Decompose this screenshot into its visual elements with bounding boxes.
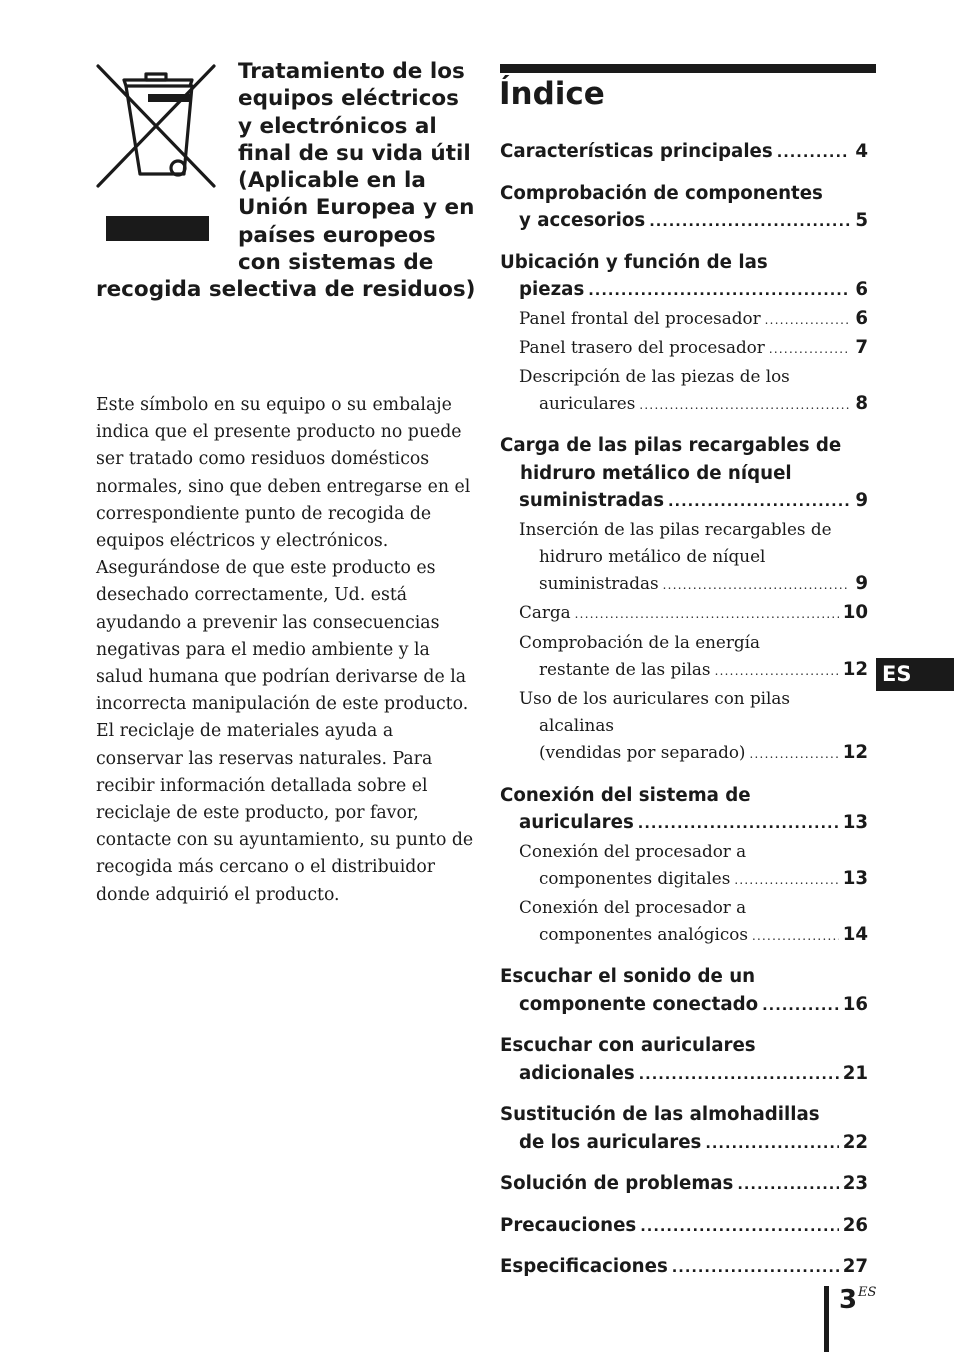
toc-dot-leader bbox=[588, 277, 850, 305]
toc-dot-leader bbox=[668, 488, 850, 516]
toc-entry[interactable] bbox=[500, 1170, 868, 1199]
toc-page-number: 22 bbox=[842, 1131, 868, 1153]
toc-entry[interactable] bbox=[500, 516, 868, 600]
toc-dot-leader bbox=[640, 1213, 838, 1241]
toc-entry-title-line: Inserción de las pilas recargables de bbox=[519, 518, 832, 539]
toc-entry-title-line: Conexión del procesador a bbox=[519, 840, 747, 861]
toc-entry-title-line: alcalinas bbox=[539, 715, 614, 736]
toc-entry[interactable] bbox=[500, 838, 868, 894]
toc-entry-title-line: Ubicación y función de las bbox=[500, 251, 768, 273]
toc-entry-label: Precauciones bbox=[500, 1214, 637, 1236]
toc-entry-label: y accesorios bbox=[519, 210, 646, 231]
toc-dot-leader bbox=[672, 1254, 839, 1282]
toc-dot-leader bbox=[663, 572, 850, 599]
toc-dot-leader bbox=[752, 923, 839, 950]
toc-dot-leader bbox=[777, 139, 850, 167]
toc-entry-title-line: Carga de las pilas recargables de bbox=[500, 435, 842, 457]
toc-entry[interactable] bbox=[500, 599, 868, 628]
toc-entry[interactable] bbox=[500, 1101, 868, 1157]
weee-heading-text: Tratamiento de los equipos eléctricos y electrónicos al final de su vida útil (Aplicable en la Unión Europea y en países europeos con sistemas de recogida selectiva de residuos) bbox=[96, 59, 476, 303]
toc-entry[interactable] bbox=[500, 305, 868, 334]
toc-entry-label: restante de las pilas bbox=[539, 658, 711, 679]
toc-dot-leader bbox=[749, 741, 838, 768]
toc-page-number: 9 bbox=[855, 490, 868, 512]
toc-entry-label: auriculares bbox=[519, 812, 634, 834]
toc-entry-label: Especificaciones bbox=[500, 1256, 668, 1278]
page-number: 3 bbox=[839, 1285, 858, 1315]
index-title: Índice bbox=[499, 76, 605, 112]
toc-page-number: 16 bbox=[842, 993, 868, 1015]
toc-dot-leader bbox=[762, 992, 839, 1020]
toc-page-number: 14 bbox=[842, 924, 868, 946]
toc-dot-leader bbox=[639, 1061, 839, 1089]
toc-entry-label: componente conectado bbox=[519, 993, 759, 1015]
toc-entry[interactable] bbox=[500, 334, 868, 363]
weee-body-text: Este símbolo en su equipo o su embalaje indica que el presente producto no puede ser tratado como residuos domésticos normales, sino que deben entregarse en el correspondiente punto de recogida de equipos eléctricos y electrónicos. Asegurándose de que este producto es desechado correctamente, Ud. está ayudando a prevenir las consecuencias negativas para el medio ambiente y la salud humana que podrían derivarse de la incorrecta manipulación de este producto. El reciclaje de materiales ayuda a conservar las reservas naturales. Para recibir información detallada sobre el reciclaje de este producto, por favor, contacte con su ayuntamiento, su punto de recogida más cercano o el distribuidor donde adquirió el producto. bbox=[96, 395, 474, 905]
toc-entry[interactable] bbox=[500, 1032, 868, 1088]
toc-entry-label: de los auriculares bbox=[519, 1131, 702, 1153]
toc-entry-label: componentes digitales bbox=[539, 867, 731, 888]
toc-dot-leader bbox=[639, 392, 850, 419]
toc-page-number: 4 bbox=[855, 141, 868, 162]
toc-entry[interactable] bbox=[500, 894, 868, 950]
toc-page-number: 21 bbox=[842, 1062, 868, 1084]
toc-page-number: 7 bbox=[855, 336, 868, 358]
toc-entry[interactable] bbox=[500, 1212, 868, 1241]
toc-page-number: 10 bbox=[842, 602, 868, 624]
toc-entry-title-line: Sustitución de las almohadillas bbox=[500, 1104, 820, 1126]
toc-entry-title-line: hidruro metálico de níquel bbox=[539, 546, 766, 567]
toc-dot-leader bbox=[705, 1130, 838, 1158]
toc-entry-label: suministradas bbox=[539, 573, 659, 594]
language-tab: ES bbox=[876, 658, 954, 691]
toc-entry[interactable] bbox=[500, 363, 868, 419]
toc-page-number: 12 bbox=[842, 742, 868, 764]
toc-dot-leader bbox=[575, 601, 839, 628]
toc-entry-label: (vendidas por separado) bbox=[539, 742, 746, 763]
toc-entry-label: Solución de problemas bbox=[500, 1173, 734, 1195]
page-number-suffix: ES bbox=[858, 1285, 877, 1300]
toc-dot-leader bbox=[649, 208, 850, 236]
toc-entry-label: componentes analógicos bbox=[539, 924, 748, 945]
toc-entry-label: Panel frontal del procesador bbox=[519, 307, 761, 328]
toc-dot-leader bbox=[638, 810, 839, 838]
toc-page-number: 26 bbox=[842, 1214, 868, 1236]
toc-dot-leader bbox=[765, 307, 850, 334]
toc-dot-leader bbox=[715, 658, 839, 685]
toc-entry-title-line: Uso de los auriculares con pilas bbox=[519, 688, 791, 709]
toc-entry-label: Carga bbox=[519, 602, 571, 623]
toc-page-number: 9 bbox=[855, 573, 868, 595]
toc-entry[interactable] bbox=[500, 180, 868, 236]
toc-entry-label: auriculares bbox=[539, 393, 636, 414]
toc-entry-title-line: Conexión del procesador a bbox=[519, 897, 747, 918]
toc-dot-leader bbox=[734, 867, 838, 894]
toc-page-number: 5 bbox=[855, 210, 868, 231]
toc-entry-label: Características principales bbox=[500, 141, 773, 162]
toc-page-number: 12 bbox=[842, 658, 868, 680]
toc-entry-label: suministradas bbox=[519, 490, 665, 512]
toc-dot-leader bbox=[737, 1171, 838, 1199]
toc-entry-title-line: Comprobación de la energía bbox=[519, 631, 761, 652]
toc-page-number: 27 bbox=[842, 1256, 868, 1278]
toc-page-number: 13 bbox=[842, 867, 868, 889]
toc-entry-label: adicionales bbox=[519, 1062, 635, 1084]
toc-entry[interactable] bbox=[500, 1253, 868, 1282]
toc-entry-title-line: Descripción de las piezas de los bbox=[519, 365, 790, 386]
toc-entry-title-line: Comprobación de componentes bbox=[500, 182, 823, 204]
toc-page-number: 13 bbox=[842, 812, 868, 834]
toc-entry-label: Panel trasero del procesador bbox=[519, 336, 765, 357]
toc-entry[interactable] bbox=[500, 963, 868, 1019]
toc-page-number: 6 bbox=[855, 307, 868, 329]
toc-page-number: 23 bbox=[842, 1173, 868, 1195]
toc-entry[interactable] bbox=[500, 138, 868, 167]
toc-page-number: 8 bbox=[855, 393, 868, 415]
toc-page-number: 6 bbox=[855, 279, 868, 300]
icon-spacer bbox=[96, 58, 238, 276]
weee-heading bbox=[96, 58, 476, 304]
toc-dot-leader bbox=[769, 336, 850, 363]
toc-entry-title-line: Conexión del sistema de bbox=[500, 784, 751, 806]
toc-entry[interactable] bbox=[500, 629, 868, 685]
toc-entry-title-line: hidruro metálico de níquel bbox=[520, 462, 792, 484]
page-number-rule bbox=[824, 1286, 829, 1352]
toc-entry[interactable] bbox=[500, 432, 868, 516]
toc-entry[interactable] bbox=[500, 249, 868, 305]
toc-entry-label: piezas bbox=[519, 279, 585, 300]
toc-entry-title-line: Escuchar el sonido de un bbox=[500, 966, 756, 988]
table-of-contents bbox=[500, 138, 868, 1282]
toc-entry[interactable] bbox=[500, 782, 868, 838]
toc-entry-title-line: Escuchar con auriculares bbox=[500, 1035, 756, 1057]
toc-entry[interactable] bbox=[500, 685, 868, 769]
